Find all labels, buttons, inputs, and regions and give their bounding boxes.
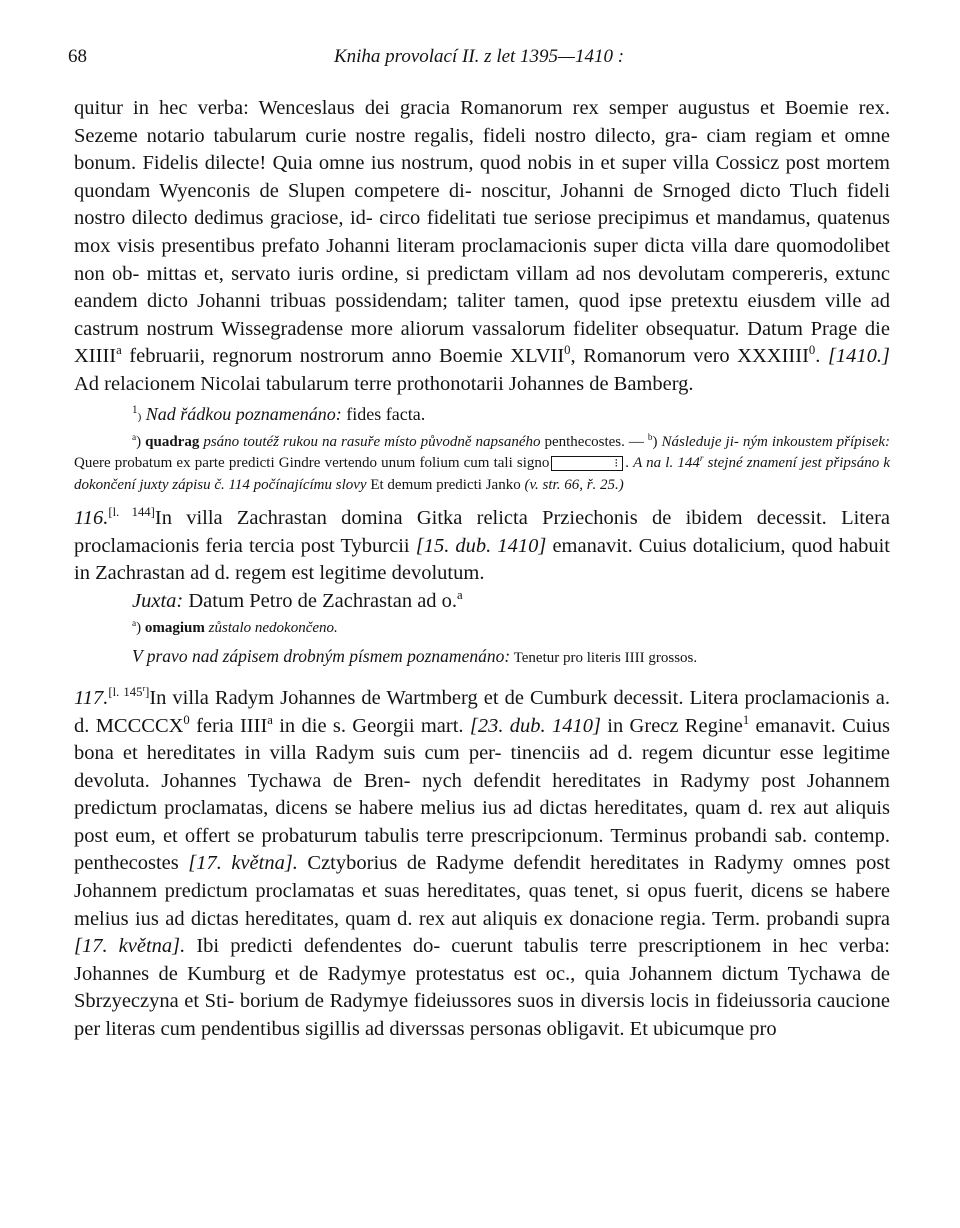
text-fragment: Cztyborius de Radyme defendit hereditates in Radymy	[297, 852, 784, 875]
page-content	[74, 95, 890, 1044]
text-fragment: stejné znamení jest připsáno k dokončení juxty zápisu č. 114 počínajícímu slovy	[74, 455, 890, 493]
footnote-text: fides facta.	[341, 403, 426, 424]
footnote-word: omagium	[141, 620, 205, 637]
text-fragment: , Romanorum vero XXXIIII	[570, 345, 809, 368]
entry-115-continuation	[74, 95, 890, 399]
punctuation: .	[625, 455, 629, 472]
superscript: 0	[808, 343, 816, 358]
text-fragment: ]	[145, 685, 150, 700]
text-fragment: dotalicium, quod habuit in Zachrastan ad d. regem est legitime devolutum.	[74, 534, 890, 585]
text-fragment: A na l. 144	[633, 455, 700, 472]
footnote-label: Následuje ji-	[657, 433, 739, 450]
editorial-date: [17. května].	[188, 852, 298, 875]
text-fragment: Ibi predicti defendentes do-	[185, 935, 441, 958]
entry-116-juxta	[74, 588, 890, 616]
footnote-note: zůstalo nedokončeno.	[204, 620, 338, 637]
margin-note-text: Tenetur pro literis IIII grossos.	[510, 649, 698, 666]
footnote-label: Nad řádkou poznamenáno:	[145, 403, 342, 424]
footnote-116-a: $^a$) omagium zůstalo nedokončeno.	[132, 619, 338, 637]
text-line: obsequatur. Datum Prage die XIIII	[74, 317, 890, 368]
superscript: a	[267, 712, 273, 727]
footnote-ref: 1	[742, 712, 750, 727]
running-title: Kniha provolací II. z let 1395—1410 :	[333, 46, 625, 67]
text-line: noscitur, Johanni de Srnoged dicto Tluch fideli nostro dilecto dedimus graciose, id-	[74, 179, 891, 230]
text-line: fuerit, dicens se habere melius ius ad dictas hereditates, quam d. rex aut aliquis	[74, 880, 890, 930]
entry-116	[74, 505, 890, 588]
superscript: r	[142, 683, 146, 693]
text-line: borium de Radymye fideiussores suos in diversis locis in fideiussoria caucione per	[74, 990, 891, 1041]
text-fragment: februarii, regnorum nostrorum anno Boemie	[121, 345, 503, 368]
text-line: cuerunt tabulis terre prescriptionem in hec verba: Johannes de Kumburg et de	[74, 935, 890, 985]
text-line: omnes post Johannem predictum proclamatas et suas hereditates, quas tenet, si opus	[74, 852, 891, 903]
text-fragment: In villa Radym Johannes de Wartmberg et de Cumburk decessit. Litera	[149, 686, 739, 709]
text-fragment: Litera proclamacionis feria tercia post Tyburcii	[74, 507, 891, 557]
footnote-ref: a	[457, 587, 463, 602]
text-line: literas cum pendentibus sigillis ad diverssas personas obligavit. Et ubicumque pro	[105, 1018, 777, 1041]
footnote-marker: a	[132, 619, 137, 630]
text-fragment: emanavit. Cuius bona et hereditates in villa Radym suis cum per-	[74, 714, 890, 765]
footnote-marker: 1	[132, 403, 138, 416]
text-line: se habere melius ius ad dictas hereditates, quam d. rex aut aliquis post eum, et	[74, 797, 890, 847]
text-line: in et super villa Cossicz post mortem quondam Wyenconis de Slupen competere di-	[74, 152, 890, 202]
footnote-label: ným inkoustem přípisek:	[742, 433, 890, 450]
text-line: mittas et, servato iuris ordine, si predictam villam ad nos devolutam compereris,	[146, 262, 829, 285]
footnote-note: (v. str. 66, ř. 25.)	[520, 476, 624, 493]
juxta-label: Juxta:	[132, 589, 184, 612]
footnote-note: psáno toutéž rukou na rasuře místo původně napsaného	[199, 433, 541, 450]
text-fragment: in die s. Georgii mart.	[272, 714, 470, 737]
text-line: tinenciis ad d. regem dicuntur esse legitime devoluta. Johannes Tychawa de Bren-	[74, 742, 890, 792]
footnote-text: Et demum predicti	[366, 476, 482, 493]
editorial-date: [15. dub. 1410]	[415, 534, 547, 557]
text-fragment: proclamacionis a. d. MCCCCX	[74, 686, 890, 737]
text-line: circo fidelitati tue seriose precipimus et mandamus, quatenus mox visis presentibus	[74, 207, 890, 257]
text-fragment: In villa Zachrastan domina Gitka relicta Prziechonis de ibidem decessit.	[154, 507, 827, 530]
superscript: 0	[564, 343, 571, 358]
text-fragment: .	[815, 345, 828, 368]
text-fragment: feria IIII	[189, 714, 268, 737]
footnote-marker: b	[647, 432, 653, 443]
text-line: prefato Johanni literam proclamacionis super dicta villa dare quomodolibet non ob-	[74, 234, 891, 285]
editorial-date: [17. května].	[74, 935, 186, 958]
text-fragment: Ad relacionem Nicolai tabularum	[74, 372, 349, 395]
footnote-text: Janko	[485, 476, 521, 493]
footnotes-a-b: $^a$) quadrag psáno toutéž rukou na rasuře místo původně napsaného penthecostes. — $^b$) Následuje ji- ným inkoustem přípisek: Quere probatum ex parte predicti Gindre vertendo unum folium cum tali signo ⁝ . A na l. 144$^r$ stejné znamení jest připsáno k dokončení juxty zápisu č. 114 počínajícímu slovy Et demum predicti Janko (v. str. 66, ř. 25.)	[74, 432, 890, 493]
signum-box-icon: ⁝	[551, 456, 623, 471]
text-line: extunc eandem dicto Johanni tribuas possidendam; taliter tamen, quod ipse pretextu	[74, 262, 891, 313]
footnote-text: Quere probatum ex parte predicti Gindre vertendo unum folium cum tali signo	[74, 455, 550, 472]
text-line: quitur in hec verba: Wenceslaus dei gracia Romanorum rex semper augustus et	[74, 97, 775, 119]
text-line: offert se probaturum tabulis terre prescripcionum. Terminus probandi sab. contemp.	[184, 824, 891, 847]
margin-note-label: V pravo nad zápisem drobným písmem poznamenáno:	[132, 645, 511, 666]
text-line: ciam regiam et omne bonum. Fidelis dilecte! Quia omne ius nostrum, quod nobis	[74, 124, 891, 175]
superscript: 0	[183, 712, 190, 727]
text-fragment: [l. 145	[108, 685, 143, 700]
entry-number: 117.	[74, 686, 109, 709]
folio-ref	[108, 685, 149, 699]
text-line: Radymye protestatus est oc., quia Johannem dictum Tychawa de Sbrzyeczyna et Sti-	[74, 962, 891, 1013]
text-line: terre prothonotarii Johannes de Bamberg.	[354, 372, 694, 395]
text-fragment: Datum Petro de Zachrastan ad o.	[183, 589, 458, 612]
text-line: nych defendit hereditates in Radymy post Johannem predictum proclamatas, dicens	[74, 769, 891, 820]
text-fragment: penthecostes	[74, 852, 189, 875]
editorial-date: [23. dub. 1410]	[469, 714, 601, 737]
page-number: 68	[68, 46, 87, 67]
footnote-ref: a	[116, 343, 122, 358]
entry-117	[74, 685, 890, 1044]
footnote-marker: a	[132, 432, 137, 443]
text-line: Boemie rex. Sezeme notario tabularum curie nostre regalis, fideli nostro dilecto, gra-	[74, 97, 890, 147]
separator: —	[624, 433, 648, 450]
text-fragment: emanavit. Cuius	[546, 534, 687, 557]
text-fragment: ex donacione regia. Term. probandi supra	[543, 907, 890, 930]
folio-ref: [l. 144]	[108, 505, 155, 520]
footnote-1: $^1$) Nad řádkou poznamenáno: fides facta.	[132, 403, 426, 424]
entry-number: 116.	[74, 507, 109, 530]
footnote-word: penthecostes.	[540, 433, 625, 450]
margin-note	[74, 643, 890, 671]
footnote-word: quadrag	[141, 433, 200, 450]
superscript: r	[699, 454, 704, 465]
text-line: eiusdem ville ad castrum nostrum Wissegradense more aliorum vassalorum fideliter	[74, 290, 891, 340]
editorial-date: [1410.]	[827, 345, 891, 368]
text-fragment: XLVII	[510, 345, 565, 368]
text-fragment: in Grecz Regine	[607, 714, 743, 737]
page-header	[68, 46, 890, 76]
